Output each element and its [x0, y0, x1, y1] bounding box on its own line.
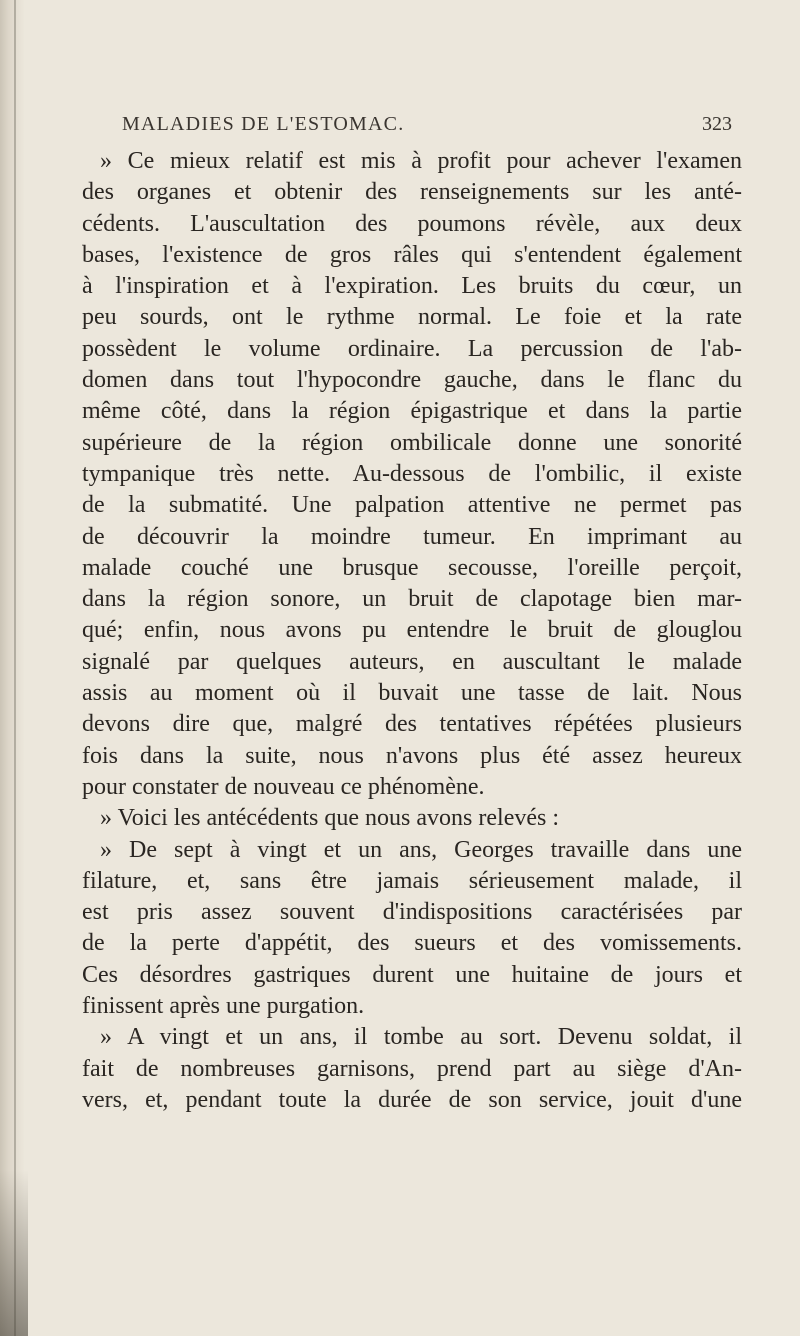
- text-line: finissent après une purgation.: [82, 993, 365, 1020]
- text-line: » Voici les antécédents que nous avons relevés :: [100, 805, 559, 832]
- text-line: de la perte d'appétit, des sueurs et des vomissements.: [82, 930, 742, 957]
- body-text: [82, 146, 742, 1116]
- text-line: » A vingt et un ans, il tombe au sort. Devenu soldat, il: [100, 1024, 742, 1051]
- text-line: cédents. L'auscultation des poumons révèle, aux deux: [82, 210, 742, 237]
- page-number: 323: [702, 113, 732, 135]
- text-line: des organes et obtenir des renseignements sur les anté-: [82, 179, 742, 206]
- text-line: pour constater de nouveau ce phénomène.: [82, 773, 485, 800]
- text-line: de la submatité. Une palpation attentive ne permet pas: [82, 492, 742, 519]
- text-line: Ces désordres gastriques durent une huitaine de jours et: [82, 961, 742, 988]
- text-line: de découvrir la moindre tumeur. En imprimant au: [82, 523, 742, 550]
- text-line: » De sept à vingt et un ans, Georges travaille dans une: [100, 836, 742, 863]
- running-head: MALADIES DE L'ESTOMAC.: [122, 113, 405, 135]
- text-line: domen dans tout l'hypocondre gauche, dans le flanc du: [82, 367, 742, 394]
- text-line: possèdent le volume ordinaire. La percussion de l'ab-: [82, 335, 742, 362]
- text-line: supérieure de la région ombilicale donne une sonorité: [82, 429, 742, 456]
- page-header: [112, 113, 740, 139]
- text-line: assis au moment où il buvait une tasse de lait. Nous: [82, 680, 742, 707]
- text-line: signalé par quelques auteurs, en auscultant le malade: [82, 648, 742, 675]
- text-line: devons dire que, malgré des tentatives répétées plusieurs: [82, 711, 742, 738]
- text-line: à l'inspiration et à l'expiration. Les bruits du cœur, un: [82, 273, 742, 300]
- text-line: fait de nombreuses garnisons, prend part au siège d'An-: [82, 1055, 742, 1082]
- text-line: même côté, dans la région épigastrique et dans la partie: [82, 398, 742, 425]
- text-line: bases, l'existence de gros râles qui s'entendent également: [82, 241, 742, 268]
- text-line: fois dans la suite, nous n'avons plus été assez heureux: [82, 742, 742, 769]
- text-line: peu sourds, ont le rythme normal. Le foie et la rate: [82, 304, 742, 331]
- text-line: tympanique très nette. Au-dessous de l'ombilic, il existe: [82, 460, 742, 487]
- page-spine-shadow: [0, 1170, 28, 1336]
- text-line: » Ce mieux relatif est mis à profit pour achever l'examen: [100, 148, 742, 174]
- text-line: malade couché une brusque secousse, l'oreille perçoit,: [82, 554, 742, 581]
- text-line: dans la région sonore, un bruit de clapotage bien mar-: [82, 586, 742, 613]
- text-line: est pris assez souvent d'indispositions caractérisées par: [82, 899, 742, 926]
- text-line: filature, et, sans être jamais sérieusement malade, il: [82, 867, 742, 894]
- page-spine-edge: [0, 0, 24, 1336]
- text-line: qué; enfin, nous avons pu entendre le bruit de glouglou: [82, 617, 742, 644]
- text-line: vers, et, pendant toute la durée de son service, jouit d'une: [82, 1086, 742, 1113]
- page-spine-line: [14, 0, 16, 1336]
